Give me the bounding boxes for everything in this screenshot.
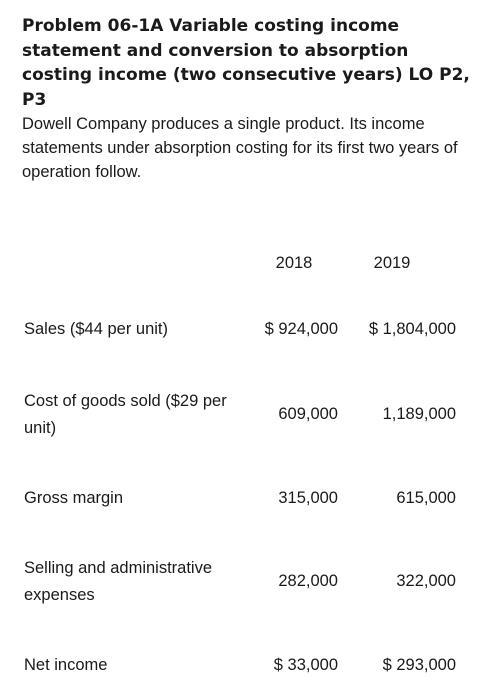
sales-2019: $ 1,804,000	[368, 320, 456, 338]
gross-margin-2019: 615,000	[396, 489, 456, 507]
cogs-2019: 1,189,000	[382, 405, 456, 423]
net-income-2018: $ 33,000	[273, 656, 338, 674]
row-label-gross-margin: Gross margin	[24, 489, 124, 507]
row-label-sales: Sales ($44 per unit)	[24, 320, 168, 338]
cogs-2018: 609,000	[278, 405, 338, 423]
column-header-2018: 2018	[275, 254, 313, 272]
row-label-cost-of-goods-sold: Cost of goods sold ($29 per unit)	[24, 392, 227, 437]
problem-title: Problem 06-1A Variable costing income statement and conversion to absorption costing income (two consecutive years) LO P2, P3	[22, 16, 470, 110]
row-label-selling-admin-expenses: Selling and administrative expenses	[24, 559, 213, 604]
sales-2018: $ 924,000	[264, 320, 338, 338]
column-header-2019: 2019	[373, 254, 411, 272]
net-income-2019: $ 293,000	[382, 656, 456, 674]
gross-margin-2018: 315,000	[278, 489, 338, 507]
selling-admin-2018: 282,000	[278, 572, 338, 590]
row-label-net-income: Net income	[24, 656, 108, 674]
selling-admin-2019: 322,000	[396, 572, 456, 590]
problem-intro: Dowell Company produces a single product. Its income statements under absorption costing for its first two years of operation follow.	[22, 115, 458, 181]
